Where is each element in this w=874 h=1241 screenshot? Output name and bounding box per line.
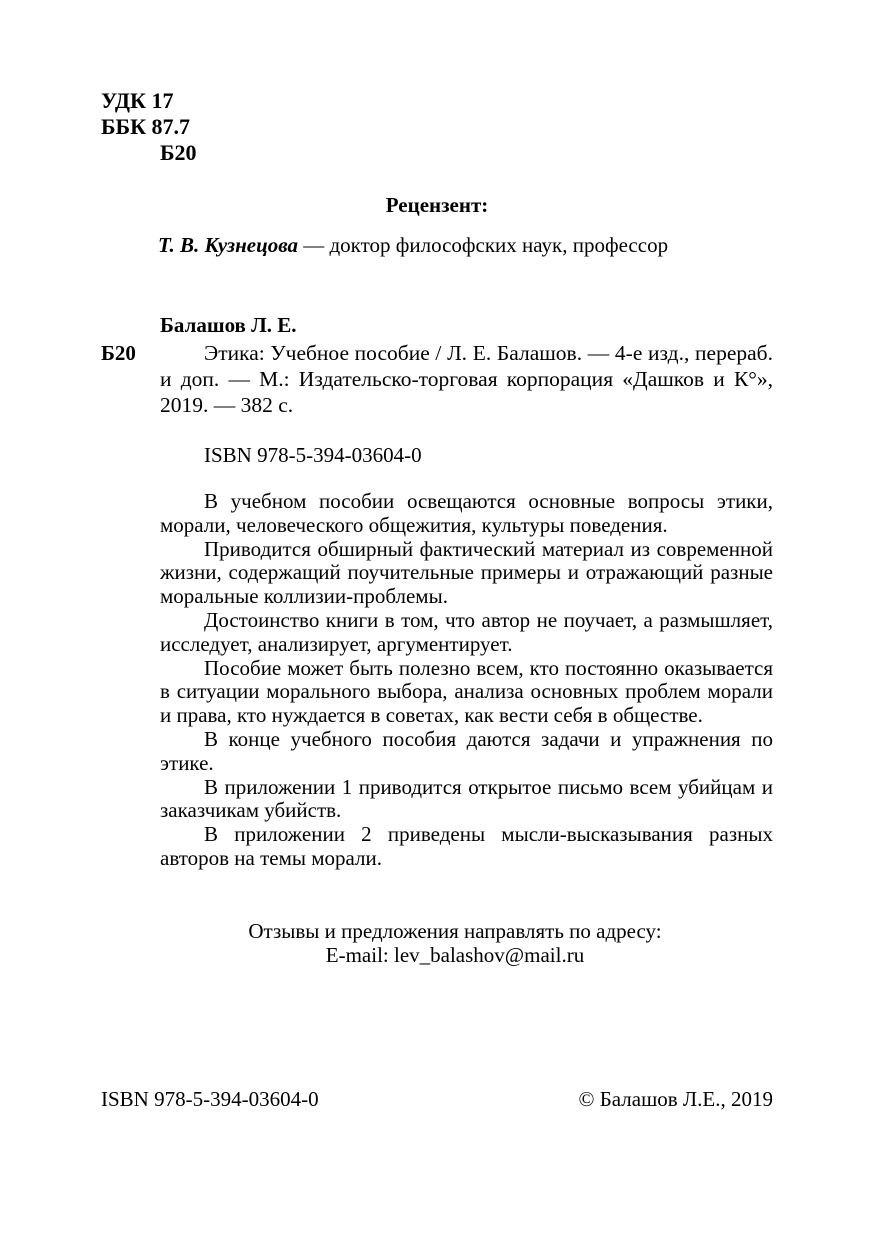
catalog-line: перераб. и доп. — М.: Издательско-торговая корпорация [160, 341, 773, 391]
annotation-paragraph: В приложении 2 приведены мысли-высказывания разных авторов на темы морали. [160, 822, 773, 870]
contacts [0, 919, 874, 967]
footer-copyright: © Балашов Л.Е., 2019 [578, 1087, 773, 1111]
catalog-line: «Дашков и К°», 2019. — 382 с. [160, 367, 774, 417]
catalog-line: Этика: Учебное пособие / Л. Е. Балашов. — 4-е изд., [204, 341, 690, 365]
annotation-paragraph: Достоинство книги в том, что автор не поучает, а размышляет, исследует, анализирует, аргументирует. [160, 607, 773, 656]
annotation-paragraph: В приложении 1 приводится открытое письмо всем убийцам и заказчикам убийств. [160, 774, 773, 823]
bbk-code: ББК 87.7 [101, 114, 191, 139]
annotation-paragraph: Пособие может быть полезно всем, кто постоянно оказывается в ситуации морального выбора, анализа основных проблем морали и права, кто нуждается в советах, как вести себя в обществе. [160, 655, 773, 728]
reviewer-line [158, 232, 668, 258]
footer-isbn: ISBN 978-5-394-03604-0 [101, 1087, 319, 1111]
udk-code: УДК 17 [101, 88, 174, 113]
annotation-paragraph: Приводится обширный фактический материал из современной жизни, содержащий поучительные примеры и отражающий разные моральные коллизии-проблемы. [160, 536, 773, 609]
catalog-isbn: ISBN 978-5-394-03604-0 [204, 443, 422, 467]
classification-codes [101, 88, 197, 166]
contacts-line: Отзывы и предложения направлять по адресу: [248, 919, 662, 943]
catalog-author: Балашов Л. Е. [160, 313, 297, 337]
contacts-email: E-mail: lev_balashov@mail.ru [325, 943, 585, 967]
reviewer-description: — доктор философских наук, профессор [303, 233, 669, 257]
catalog-code: Б20 [101, 341, 136, 365]
catalog-entry [160, 340, 773, 418]
reviewer-name: Т. В. Кузнецова [158, 233, 298, 257]
reviewer-heading: Рецензент: [385, 193, 489, 217]
author-sign: Б20 [160, 140, 197, 165]
annotation-paragraph: В учебном пособии освещаются основные вопросы этики, морали, человеческого общежития, культуры поведения. [160, 489, 773, 537]
annotation [160, 490, 773, 871]
annotation-paragraph: В конце учебного пособия даются задачи и упражнения по этике. [160, 726, 773, 775]
